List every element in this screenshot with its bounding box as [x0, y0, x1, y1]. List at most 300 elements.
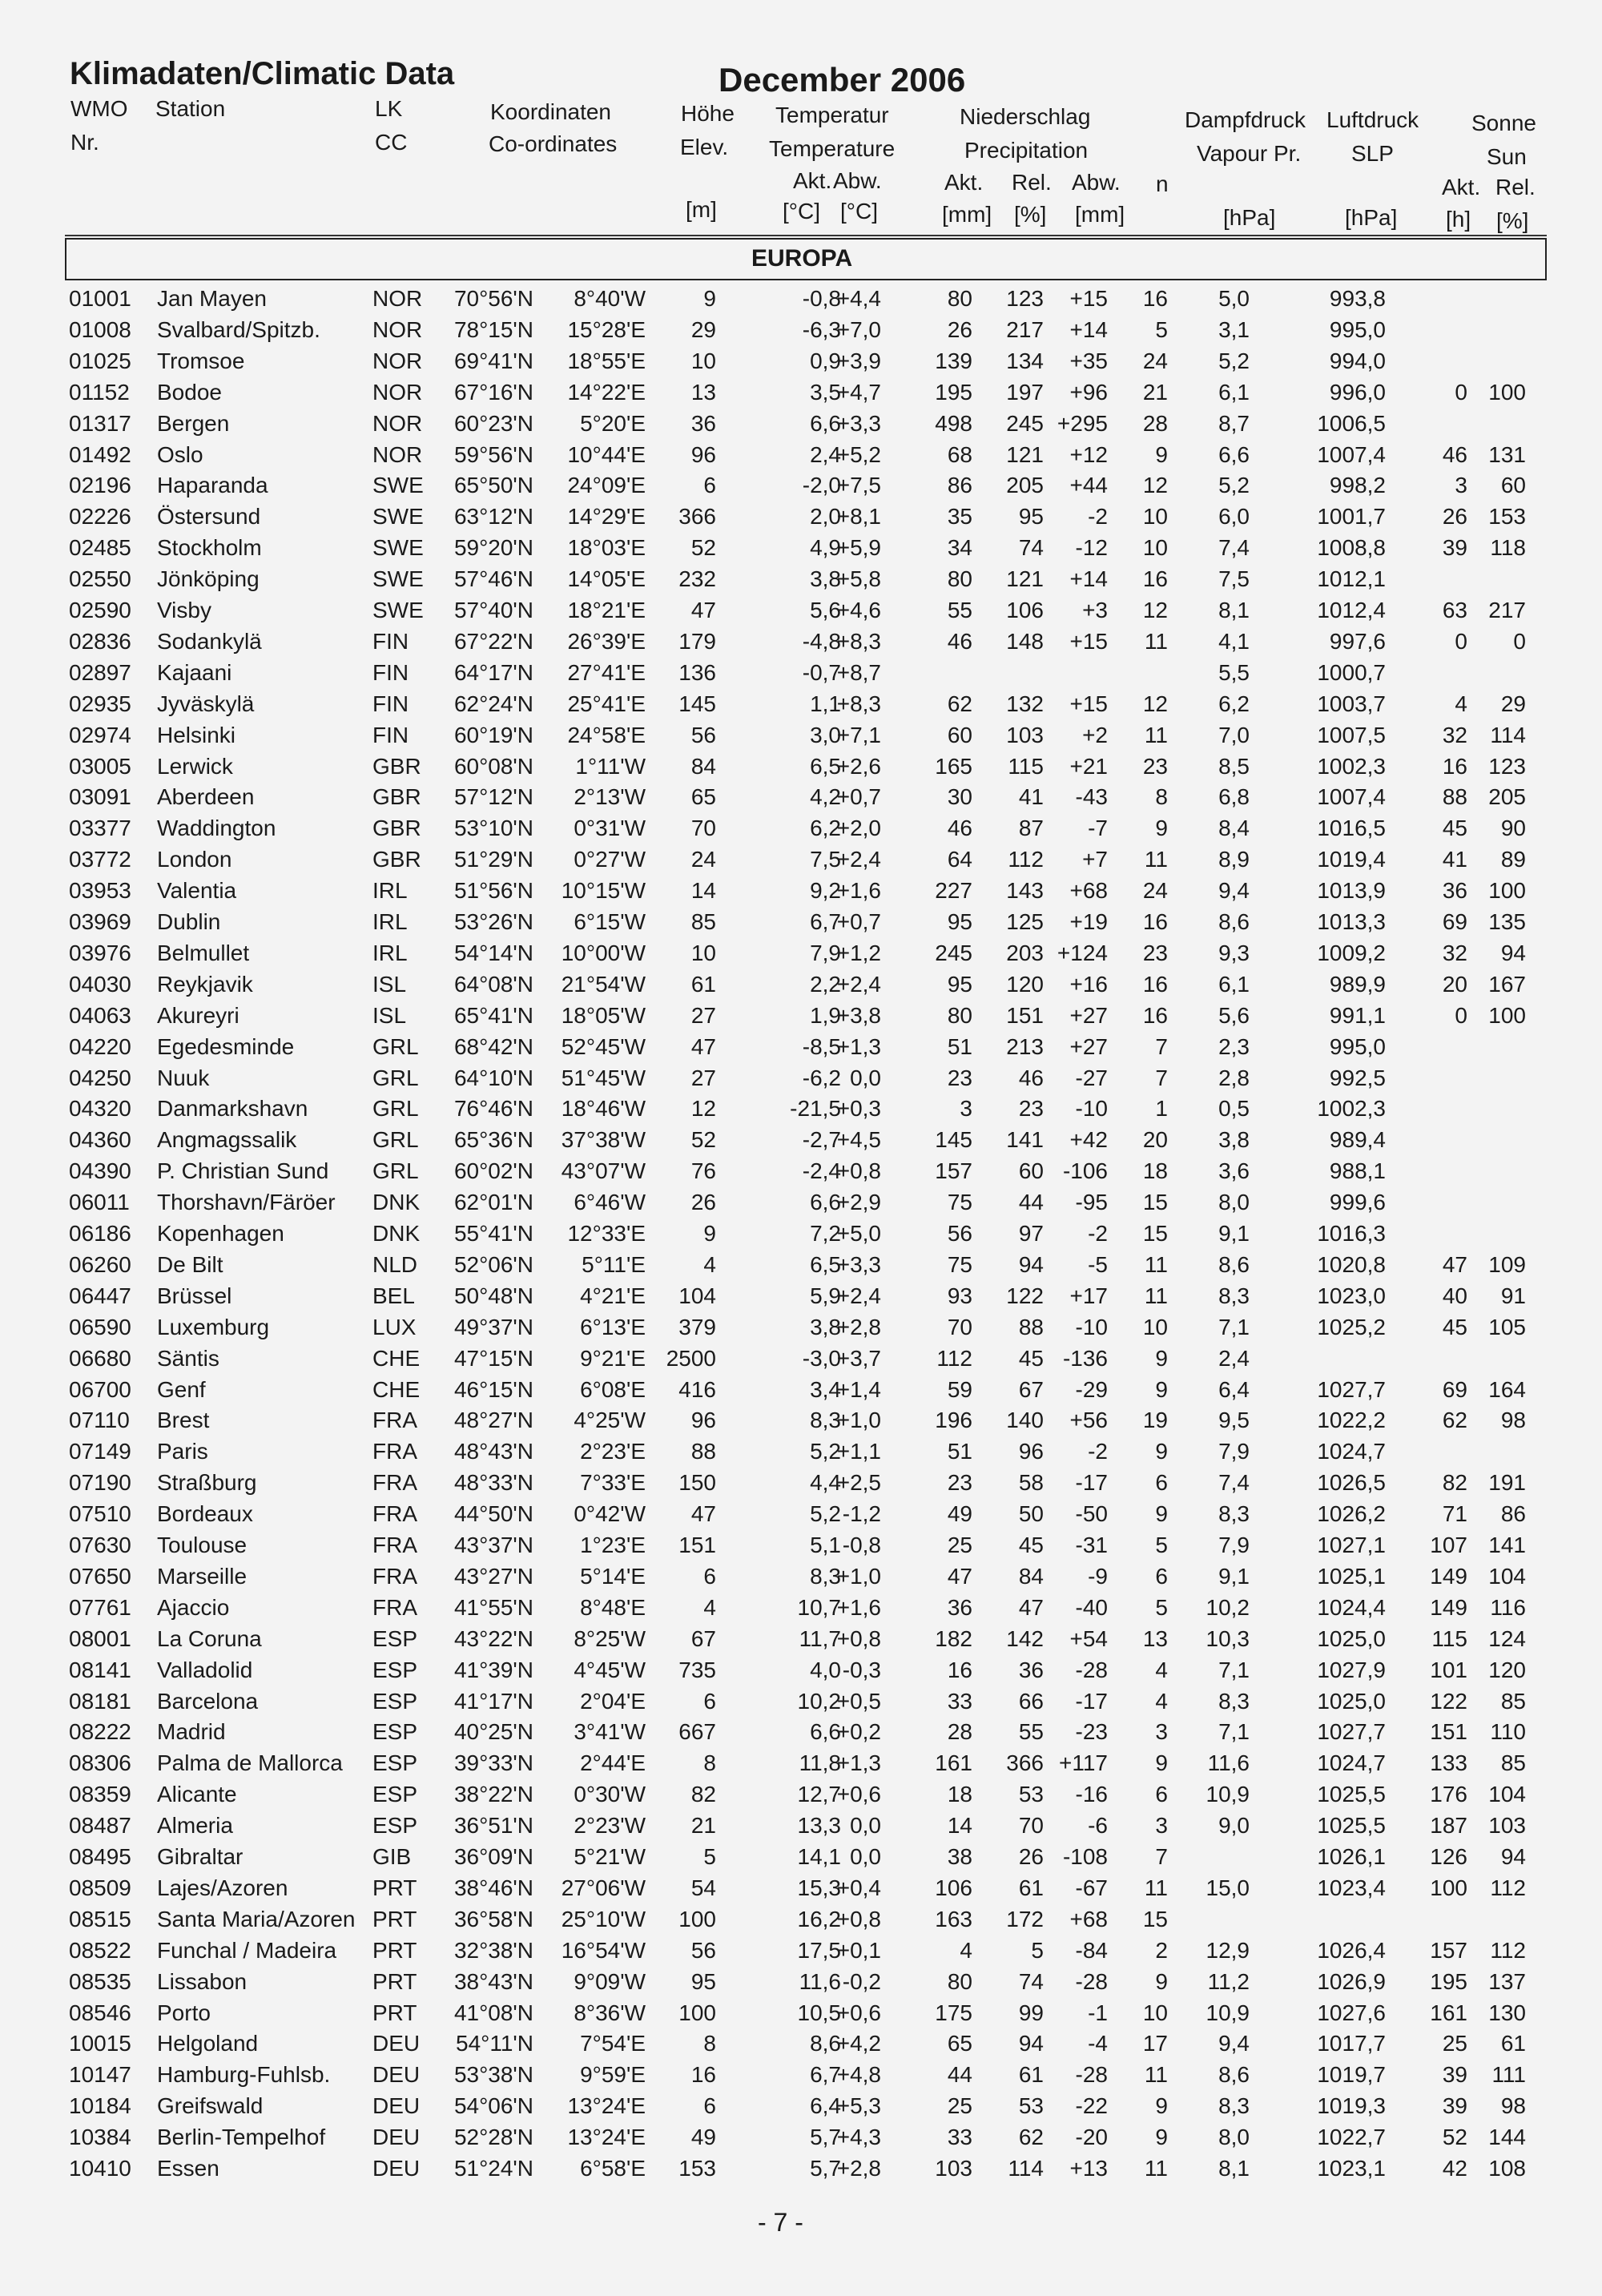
cell-prec-rel: 62	[1018, 2125, 1044, 2149]
cell-vapour: 10,9	[1206, 2000, 1250, 2025]
cell-country: ISL	[372, 1003, 407, 1028]
cell-temp-dev: +7,0	[836, 317, 881, 342]
cell-temp-mean: 11,8	[799, 1750, 841, 1775]
cell-prec-dev: +16	[1069, 972, 1108, 997]
cell-lat: 51°56'N	[453, 878, 533, 903]
cell-elevation: 379	[678, 1315, 716, 1339]
cell-sun-h: 69	[1442, 1377, 1467, 1402]
cell-lon: 27°41'E	[567, 660, 646, 685]
cell-slp: 1007,4	[1317, 442, 1386, 467]
col-wmo-label: WMO	[70, 96, 128, 121]
cell-prec-rel: 366	[1006, 1750, 1044, 1775]
cell-temp-dev: +1,2	[836, 941, 881, 965]
cell-prec-mm: 46	[947, 629, 972, 654]
cell-lat: 57°12'N	[453, 784, 533, 809]
cell-temp-dev: +8,3	[836, 691, 881, 716]
cell-sun-rel: 153	[1488, 504, 1526, 529]
col-temp-abw: Abw.	[833, 168, 882, 193]
table-row	[0, 317, 1602, 344]
cell-elevation: 100	[678, 1907, 716, 1931]
cell-prec-rel: 96	[1018, 1439, 1044, 1464]
cell-temp-mean: 4,4	[810, 1470, 841, 1495]
cell-lat: 57°40'N	[453, 598, 533, 622]
cell-prec-days: 7	[1155, 1065, 1168, 1090]
cell-prec-dev: -84	[1075, 1938, 1108, 1963]
cell-prec-dev: -6	[1088, 1813, 1108, 1838]
cell-lon: 0°42'W	[574, 1501, 646, 1526]
cell-vapour: 7,9	[1218, 1439, 1250, 1464]
cell-temp-dev: +4,8	[836, 2062, 881, 2087]
cell-vapour: 7,5	[1218, 566, 1250, 591]
cell-prec-days: 9	[1155, 1346, 1168, 1371]
cell-prec-rel: 46	[1018, 1065, 1044, 1090]
cell-prec-days: 5	[1155, 1533, 1168, 1557]
cell-temp-mean: -4,8	[802, 629, 841, 654]
cell-elevation: 8	[703, 2031, 716, 2056]
cell-lon: 12°33'E	[567, 1221, 646, 1246]
cell-lat: 67°22'N	[453, 629, 533, 654]
cell-wmo: 03976	[69, 941, 131, 965]
cell-prec-mm: 35	[947, 504, 972, 529]
cell-temp-dev: +4,6	[836, 598, 881, 622]
cell-slp: 1027,1	[1317, 1533, 1386, 1557]
cell-temp-dev: +0,8	[836, 1907, 881, 1931]
cell-lon: 18°21'E	[567, 598, 646, 622]
cell-lon: 7°54'E	[580, 2031, 646, 2056]
cell-lon: 0°31'W	[574, 816, 646, 840]
cell-lon: 4°21'E	[580, 1283, 646, 1308]
cell-elevation: 47	[690, 1501, 716, 1526]
cell-slp: 992,5	[1329, 1065, 1386, 1090]
cell-country: GRL	[372, 1065, 419, 1090]
cell-station: Straßburg	[157, 1470, 257, 1495]
cell-station: Helsinki	[157, 723, 236, 747]
cell-slp: 1019,3	[1317, 2093, 1386, 2118]
cell-prec-dev: -12	[1075, 535, 1108, 560]
cell-station: Visby	[157, 598, 211, 622]
cell-station: Östersund	[157, 504, 261, 529]
cell-lat: 63°12'N	[453, 504, 533, 529]
cell-country: FRA	[372, 1595, 417, 1620]
table-row	[0, 473, 1602, 500]
cell-elevation: 56	[690, 723, 716, 747]
cell-vapour: 9,0	[1218, 1813, 1250, 1838]
cell-wmo: 08487	[69, 1813, 131, 1838]
table-row	[0, 660, 1602, 687]
cell-prec-mm: 70	[947, 1315, 972, 1339]
cell-temp-dev: +0,1	[836, 1938, 881, 1963]
cell-prec-rel: 58	[1018, 1470, 1044, 1495]
cell-station: Essen	[157, 2156, 219, 2181]
cell-temp-dev: +2,8	[836, 2156, 881, 2181]
cell-prec-mm: 157	[935, 1158, 972, 1183]
cell-station: Santa Maria/Azoren	[157, 1907, 356, 1931]
cell-wmo: 08222	[69, 1719, 131, 1744]
col-slp-unit: [hPa]	[1345, 205, 1398, 230]
cell-lon: 5°14'E	[580, 1564, 646, 1589]
cell-country: NOR	[372, 348, 423, 373]
cell-temp-dev: +4,2	[836, 2031, 881, 2056]
cell-slp: 1023,4	[1317, 1875, 1386, 1900]
cell-prec-dev: -106	[1062, 1158, 1108, 1183]
cell-lat: 70°56'N	[453, 286, 533, 311]
cell-prec-mm: 182	[935, 1626, 972, 1651]
document-title: Klimadaten/Climatic Data	[70, 56, 455, 91]
cell-temp-dev: +2,6	[836, 754, 881, 779]
cell-country: ESP	[372, 1626, 418, 1651]
cell-lat: 67°16'N	[453, 380, 533, 405]
cell-prec-rel: 61	[1018, 1875, 1044, 1900]
cell-temp-dev: +0,3	[836, 1096, 881, 1121]
cell-sun-rel: 109	[1488, 1252, 1526, 1277]
cell-slp: 1027,7	[1317, 1719, 1386, 1744]
col-wmo-label2: Nr.	[70, 130, 99, 155]
cell-temp-dev: +8,3	[836, 629, 881, 654]
cell-country: PRT	[372, 1938, 417, 1963]
cell-wmo: 07630	[69, 1533, 131, 1557]
table-row	[0, 1377, 1602, 1404]
cell-prec-dev: -28	[1075, 1969, 1108, 1994]
cell-prec-rel: 47	[1018, 1595, 1044, 1620]
cell-temp-dev: +1,0	[836, 1408, 881, 1432]
cell-slp: 1026,1	[1317, 1844, 1386, 1869]
cell-vapour: 10,2	[1206, 1595, 1250, 1620]
table-row	[0, 784, 1602, 812]
cell-temp-mean: 12,7	[797, 1782, 841, 1807]
cell-prec-dev: -29	[1075, 1377, 1108, 1402]
cell-sun-h: 187	[1430, 1813, 1467, 1838]
cell-temp-mean: 13,3	[797, 1813, 841, 1838]
cell-temp-mean: 3,8	[810, 566, 841, 591]
cell-lat: 52°06'N	[453, 1252, 533, 1277]
cell-elevation: 9	[703, 1221, 716, 1246]
cell-prec-rel: 84	[1018, 1564, 1044, 1589]
cell-prec-days: 11	[1144, 2156, 1168, 2181]
cell-lon: 0°30'W	[574, 1782, 646, 1807]
table-row	[0, 1127, 1602, 1154]
cell-prec-days: 9	[1155, 1501, 1168, 1526]
cell-prec-rel: 45	[1018, 1346, 1044, 1371]
cell-temp-mean: 4,2	[810, 784, 841, 809]
cell-country: ESP	[372, 1689, 418, 1714]
cell-vapour: 7,1	[1218, 1315, 1250, 1339]
cell-vapour: 2,8	[1218, 1065, 1250, 1090]
cell-prec-mm: 75	[947, 1190, 972, 1214]
cell-wmo: 06447	[69, 1283, 131, 1308]
cell-temp-dev: -0,8	[842, 1533, 881, 1557]
col-vap-label2: Vapour Pr.	[1197, 141, 1302, 166]
cell-lon: 8°36'W	[574, 2000, 646, 2025]
cell-prec-days: 9	[1155, 2125, 1168, 2149]
cell-lat: 76°46'N	[453, 1096, 533, 1121]
cell-country: SWE	[372, 598, 424, 622]
cell-elevation: 70	[690, 816, 716, 840]
cell-slp: 989,9	[1329, 972, 1386, 997]
cell-prec-mm: 38	[947, 1844, 972, 1869]
cell-prec-mm: 3	[960, 1096, 972, 1121]
cell-prec-days: 7	[1155, 1034, 1168, 1059]
cell-temp-dev: 0,0	[850, 1844, 881, 1869]
cell-station: Ajaccio	[157, 1595, 230, 1620]
cell-vapour: 6,4	[1218, 1377, 1250, 1402]
cell-lon: 21°54'W	[561, 972, 646, 997]
cell-sun-h: 32	[1442, 941, 1467, 965]
cell-temp-mean: 6,5	[810, 754, 841, 779]
section-label: EUROPA	[751, 245, 853, 272]
cell-lon: 14°22'E	[567, 380, 646, 405]
table-row	[0, 1813, 1602, 1840]
header-rule	[65, 235, 1547, 236]
cell-station: London	[157, 847, 232, 872]
cell-prec-days: 13	[1142, 1626, 1168, 1651]
cell-elevation: 82	[690, 1782, 716, 1807]
cell-prec-mm: 161	[935, 1750, 972, 1775]
cell-lon: 8°25'W	[574, 1626, 646, 1651]
col-elev-label2: Elev.	[680, 135, 729, 159]
cell-vapour: 8,3	[1218, 2093, 1250, 2118]
cell-country: FRA	[372, 1408, 417, 1432]
cell-temp-dev: +1,6	[836, 878, 881, 903]
cell-slp: 1022,2	[1317, 1408, 1386, 1432]
cell-prec-rel: 106	[1006, 598, 1044, 622]
cell-prec-mm: 30	[947, 784, 972, 809]
cell-prec-mm: 227	[935, 878, 972, 903]
cell-wmo: 04030	[69, 972, 131, 997]
cell-vapour: 5,6	[1218, 1003, 1250, 1028]
cell-station: Luxemburg	[157, 1315, 270, 1339]
cell-wmo: 08001	[69, 1626, 131, 1651]
cell-sun-h: 16	[1442, 754, 1467, 779]
cell-slp: 995,0	[1329, 1034, 1386, 1059]
cell-sun-rel: 0	[1513, 629, 1526, 654]
cell-prec-days: 9	[1155, 1377, 1168, 1402]
table-row	[0, 1658, 1602, 1685]
cell-sun-rel: 167	[1488, 972, 1526, 997]
cell-vapour: 6,2	[1218, 691, 1250, 716]
table-row	[0, 504, 1602, 531]
cell-station: Danmarkshavn	[157, 1096, 308, 1121]
cell-temp-mean: 5,7	[810, 2156, 841, 2181]
cell-temp-mean: 6,7	[810, 909, 841, 934]
cell-prec-days: 16	[1142, 286, 1168, 311]
cell-prec-dev: -17	[1075, 1689, 1108, 1714]
cell-prec-dev: +7	[1082, 847, 1108, 872]
cell-sun-rel: 100	[1488, 1003, 1526, 1028]
cell-temp-dev: +8,7	[836, 660, 881, 685]
cell-prec-mm: 80	[947, 1969, 972, 1994]
cell-lon: 8°48'E	[580, 1595, 646, 1620]
cell-sun-rel: 98	[1500, 1408, 1526, 1432]
cell-wmo: 10184	[69, 2093, 131, 2118]
table-row	[0, 1626, 1602, 1654]
cell-sun-rel: 112	[1490, 1875, 1526, 1900]
cell-slp: 988,1	[1329, 1158, 1386, 1183]
cell-temp-dev: +1,3	[836, 1034, 881, 1059]
cell-prec-days: 9	[1155, 442, 1168, 467]
cell-vapour: 7,9	[1218, 1533, 1250, 1557]
cell-prec-dev: -136	[1062, 1346, 1108, 1371]
cell-country: DEU	[372, 2156, 421, 2181]
cell-elevation: 54	[690, 1875, 716, 1900]
cell-sun-h: 157	[1430, 1938, 1467, 1963]
cell-wmo: 07510	[69, 1501, 131, 1526]
cell-prec-rel: 213	[1006, 1034, 1044, 1059]
cell-lon: 13°24'E	[567, 2125, 646, 2149]
cell-slp: 1007,4	[1317, 784, 1386, 809]
cell-lat: 54°14'N	[453, 941, 533, 965]
cell-vapour: 6,0	[1218, 504, 1250, 529]
cell-country: FRA	[372, 1470, 417, 1495]
cell-slp: 991,1	[1329, 1003, 1386, 1028]
cell-vapour: 0,5	[1218, 1096, 1250, 1121]
cell-slp: 1019,4	[1317, 847, 1386, 872]
cell-prec-dev: -4	[1088, 2031, 1108, 2056]
cell-temp-dev: -1,2	[842, 1501, 881, 1526]
table-row	[0, 1969, 1602, 1996]
cell-prec-mm: 25	[947, 2093, 972, 2118]
cell-vapour: 7,0	[1218, 723, 1250, 747]
cell-sun-rel: 86	[1500, 1501, 1526, 1526]
cell-prec-mm: 23	[947, 1065, 972, 1090]
cell-wmo: 01025	[69, 348, 131, 373]
cell-lat: 54°11'N	[456, 2031, 533, 2056]
cell-prec-days: 16	[1142, 972, 1168, 997]
cell-vapour: 4,1	[1218, 629, 1250, 654]
cell-elevation: 2500	[666, 1346, 716, 1371]
cell-sun-rel: 100	[1488, 878, 1526, 903]
table-row	[0, 2031, 1602, 2058]
cell-temp-mean: 7,2	[810, 1221, 841, 1246]
cell-prec-rel: 115	[1008, 754, 1044, 779]
cell-vapour: 8,4	[1218, 816, 1250, 840]
cell-wmo: 02485	[69, 535, 131, 560]
cell-sun-h: 151	[1430, 1719, 1467, 1744]
cell-elevation: 96	[690, 1408, 716, 1432]
cell-wmo: 02897	[69, 660, 131, 685]
cell-vapour: 8,1	[1218, 2156, 1250, 2181]
cell-temp-dev: +0,8	[836, 1158, 881, 1183]
cell-prec-mm: 49	[947, 1501, 972, 1526]
cell-lat: 36°58'N	[453, 1907, 533, 1931]
cell-prec-mm: 18	[947, 1782, 972, 1807]
cell-temp-mean: 6,6	[810, 1190, 841, 1214]
cell-prec-days: 11	[1144, 1875, 1168, 1900]
cell-sun-h: 107	[1430, 1533, 1467, 1557]
cell-prec-days: 20	[1142, 1127, 1168, 1152]
cell-lon: 24°58'E	[567, 723, 646, 747]
cell-lat: 43°37'N	[453, 1533, 533, 1557]
cell-sun-rel: 108	[1488, 2156, 1526, 2181]
cell-temp-mean: -21,5	[790, 1096, 841, 1121]
cell-lat: 54°06'N	[453, 2093, 533, 2118]
cell-prec-days: 15	[1142, 1190, 1168, 1214]
cell-country: LUX	[372, 1315, 417, 1339]
cell-prec-days: 9	[1155, 2093, 1168, 2118]
cell-lat: 50°48'N	[453, 1283, 533, 1308]
cell-country: GRL	[372, 1096, 419, 1121]
cell-prec-dev: +14	[1069, 566, 1108, 591]
cell-station: Jönköping	[157, 566, 260, 591]
cell-prec-days: 11	[1144, 1252, 1168, 1277]
cell-station: Nuuk	[157, 1065, 210, 1090]
cell-elevation: 416	[678, 1377, 716, 1402]
cell-sun-h: 47	[1442, 1252, 1467, 1277]
cell-sun-rel: 116	[1490, 1595, 1526, 1620]
cell-wmo: 08181	[69, 1689, 131, 1714]
cell-temp-mean: 10,7	[797, 1595, 841, 1620]
col-prec-unit1: [mm]	[942, 202, 992, 227]
cell-lon: 6°46'W	[574, 1190, 646, 1214]
cell-vapour: 6,1	[1218, 380, 1250, 405]
cell-prec-days: 10	[1142, 535, 1168, 560]
cell-lat: 36°09'N	[453, 1844, 533, 1869]
table-row	[0, 442, 1602, 469]
cell-elevation: 5	[703, 1844, 716, 1869]
cell-sun-h: 40	[1442, 1283, 1467, 1308]
cell-prec-rel: 66	[1018, 1689, 1044, 1714]
cell-temp-dev: +7,1	[836, 723, 881, 747]
cell-elevation: 76	[690, 1158, 716, 1183]
cell-prec-rel: 97	[1018, 1221, 1044, 1246]
cell-sun-rel: 85	[1500, 1750, 1526, 1775]
cell-wmo: 07110	[69, 1408, 130, 1432]
cell-slp: 1001,7	[1317, 504, 1386, 529]
cell-prec-dev: +13	[1069, 2156, 1108, 2181]
cell-lat: 53°38'N	[453, 2062, 533, 2087]
cell-prec-mm: 16	[947, 1658, 972, 1682]
cell-prec-rel: 5	[1031, 1938, 1044, 1963]
table-row	[0, 1782, 1602, 1809]
cell-lon: 9°09'W	[574, 1969, 646, 1994]
table-row	[0, 1283, 1602, 1311]
cell-prec-dev: +42	[1069, 1127, 1108, 1152]
cell-country: SWE	[372, 566, 424, 591]
cell-station: Dublin	[157, 909, 221, 934]
col-temp-label: Temperatur	[775, 103, 889, 127]
table-row	[0, 1689, 1602, 1716]
table-row	[0, 972, 1602, 999]
cell-wmo: 01152	[69, 380, 130, 405]
cell-elevation: 9	[703, 286, 716, 311]
cell-prec-rel: 94	[1018, 1252, 1044, 1277]
cell-station: Toulouse	[157, 1533, 248, 1557]
cell-vapour: 2,3	[1218, 1034, 1250, 1059]
cell-prec-rel: 141	[1006, 1127, 1044, 1152]
cell-temp-mean: 5,9	[810, 1283, 841, 1308]
cell-prec-mm: 62	[947, 691, 972, 716]
cell-station: Brest	[157, 1408, 210, 1432]
cell-lon: 51°45'W	[561, 1065, 646, 1090]
table-row	[0, 1844, 1602, 1871]
cell-country: DEU	[372, 2062, 421, 2087]
col-elev-label: Höhe	[681, 101, 735, 126]
cell-prec-days: 11	[1144, 847, 1168, 872]
cell-slp: 1026,4	[1317, 1938, 1386, 1963]
cell-temp-dev: +3,7	[836, 1346, 881, 1371]
cell-wmo: 07761	[69, 1595, 131, 1620]
cell-prec-mm: 80	[947, 566, 972, 591]
cell-temp-mean: 6,6	[810, 411, 841, 436]
cell-country: PRT	[372, 1969, 417, 1994]
cell-station: Jyväskylä	[157, 691, 255, 716]
cell-station: Paris	[157, 1439, 208, 1464]
cell-lon: 2°23'E	[580, 1439, 646, 1464]
cell-temp-mean: 5,2	[810, 1501, 841, 1526]
cell-vapour: 5,0	[1218, 286, 1250, 311]
cell-country: FIN	[372, 629, 409, 654]
cell-prec-dev: -40	[1075, 1595, 1108, 1620]
cell-vapour: 5,2	[1218, 348, 1250, 373]
